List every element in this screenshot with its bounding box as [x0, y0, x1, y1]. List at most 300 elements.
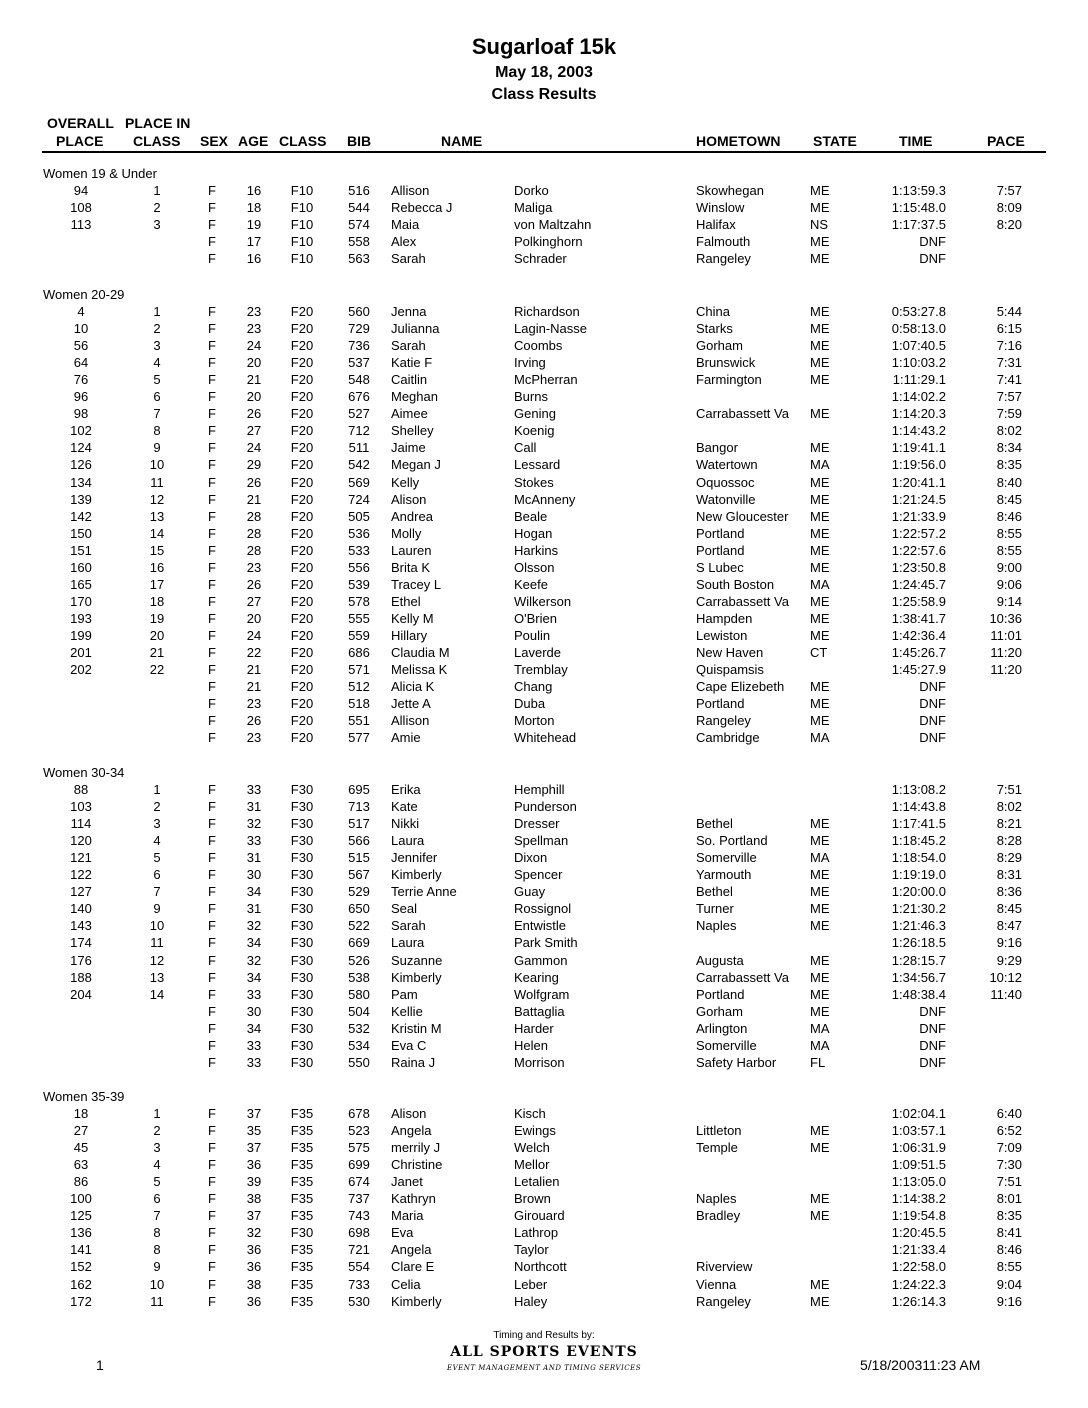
cell-overall-place: 102 — [70, 423, 92, 439]
cell-hometown: Rangeley — [696, 713, 751, 729]
cell-last-name: Coombs — [514, 338, 563, 354]
cell-bib: 560 — [348, 304, 370, 319]
cell-state: ME — [810, 440, 830, 456]
cell-overall-place: 126 — [70, 457, 92, 473]
cell-age: 20 — [246, 389, 262, 405]
cell-pace: 7:16 — [996, 338, 1022, 354]
cell-overall-place: 160 — [70, 559, 92, 575]
cell-age: 27 — [246, 423, 262, 439]
cell-hometown: Bethel — [696, 816, 733, 832]
cell-last-name: McAnneny — [514, 491, 576, 507]
cell-time: 1:48:38.4 — [891, 986, 946, 1002]
cell-class: F20 — [290, 457, 314, 473]
cell-time: 1:10:03.2 — [891, 355, 946, 371]
table-row — [0, 1004, 1088, 1021]
cell-overall-place: 204 — [70, 986, 92, 1002]
col-header-place-in: PLACE IN — [125, 115, 191, 131]
cell-bib: 511 — [348, 440, 370, 456]
cell-hometown: Rangeley — [696, 251, 751, 267]
cell-age: 23 — [246, 730, 262, 746]
cell-pace: 11:40 — [990, 986, 1022, 1002]
cell-bib: 550 — [348, 1054, 370, 1070]
cell-age: 34 — [246, 935, 262, 951]
cell-overall-place: 193 — [70, 610, 92, 626]
cell-hometown: New Haven — [696, 645, 764, 660]
cell-state: ME — [810, 508, 830, 524]
cell-pace: 7:41 — [996, 372, 1022, 388]
cell-overall-place: 96 — [73, 389, 89, 405]
cell-sex: F — [208, 1003, 216, 1019]
cell-class: F30 — [290, 952, 314, 968]
cell-class: F20 — [290, 662, 314, 678]
cell-sex: F — [208, 867, 216, 883]
cell-age: 37 — [246, 1208, 262, 1224]
cell-time: 1:34:56.7 — [891, 969, 946, 985]
cell-state: ME — [810, 251, 830, 267]
cell-last-name: Hogan — [514, 525, 553, 541]
cell-sex: F — [208, 627, 216, 643]
cell-first-name: Aimee — [391, 406, 428, 422]
cell-sex: F — [208, 799, 216, 815]
cell-pace: 8:29 — [996, 850, 1022, 866]
table-row — [0, 304, 1088, 321]
cell-pace: 6:15 — [996, 321, 1022, 337]
col-header-hometown: HOMETOWN — [696, 133, 781, 149]
cell-pace: 9:29 — [996, 952, 1022, 968]
cell-class: F20 — [290, 440, 314, 456]
cell-hometown: New Gloucester — [696, 508, 789, 524]
cell-class: F30 — [290, 1003, 314, 1019]
cell-time: 1:22:58.0 — [891, 1259, 946, 1275]
cell-time: 1:21:33.4 — [891, 1242, 946, 1258]
cell-state: ME — [810, 679, 830, 695]
cell-class-place: 18 — [149, 593, 165, 609]
table-row — [0, 662, 1088, 679]
cell-class-place: 3 — [153, 217, 161, 233]
cell-pace: 7:51 — [996, 1174, 1022, 1190]
cell-last-name: Morton — [514, 713, 555, 729]
cell-age: 31 — [246, 901, 262, 917]
cell-bib: 712 — [348, 423, 370, 439]
table-row — [0, 867, 1088, 884]
cell-class-place: 1 — [153, 183, 161, 198]
cell-sex: F — [208, 1259, 216, 1275]
cell-state: ME — [810, 525, 830, 541]
cell-first-name: Seal — [391, 901, 418, 917]
cell-time: 0:53:27.8 — [891, 304, 946, 319]
cell-time: 1:20:45.5 — [891, 1225, 946, 1241]
cell-first-name: Allison — [391, 713, 430, 729]
cell-bib: 733 — [348, 1276, 370, 1292]
cell-age: 23 — [246, 321, 262, 337]
cell-sex: F — [208, 217, 216, 233]
cell-first-name: Pam — [391, 986, 418, 1002]
cell-pace: 8:55 — [996, 542, 1022, 558]
cell-sex: F — [208, 816, 216, 832]
cell-time: DNF — [919, 713, 946, 729]
cell-overall-place: 150 — [70, 525, 92, 541]
table-row — [0, 970, 1088, 987]
cell-pace: 8:21 — [996, 816, 1022, 832]
cell-bib: 515 — [348, 850, 370, 866]
cell-last-name: Wilkerson — [514, 593, 572, 609]
cell-bib: 537 — [348, 355, 370, 371]
table-row — [0, 1294, 1088, 1311]
cell-time: 1:21:33.9 — [891, 508, 946, 524]
cell-age: 21 — [246, 491, 262, 507]
cell-class: F35 — [290, 1191, 314, 1207]
cell-bib: 536 — [348, 525, 370, 541]
cell-last-name: Gammon — [514, 952, 568, 968]
cell-hometown: Somerville — [696, 850, 757, 866]
cell-sex: F — [208, 559, 216, 575]
cell-state: ME — [810, 952, 830, 968]
cell-first-name: Melissa K — [391, 662, 448, 678]
cell-class: F30 — [290, 816, 314, 832]
cell-time: 1:45:26.7 — [891, 645, 946, 660]
cell-class: F10 — [290, 183, 314, 198]
cell-hometown: Yarmouth — [696, 867, 752, 883]
cell-last-name: Whitehead — [514, 730, 577, 746]
cell-first-name: Erika — [391, 782, 421, 797]
cell-hometown: Vienna — [696, 1276, 737, 1292]
cell-last-name: Schrader — [514, 251, 567, 267]
cell-time: 1:11:29.1 — [892, 372, 946, 388]
cell-hometown: Oquossoc — [696, 474, 755, 490]
cell-overall-place: 113 — [70, 217, 92, 233]
table-row — [0, 543, 1088, 560]
cell-hometown: Quispamsis — [696, 662, 764, 678]
cell-class-place: 1 — [153, 782, 161, 797]
cell-age: 33 — [246, 1054, 262, 1070]
cell-class: F35 — [290, 1123, 314, 1139]
cell-age: 16 — [246, 251, 262, 267]
cell-pace: 8:55 — [996, 1259, 1022, 1275]
cell-hometown: Lewiston — [696, 627, 748, 643]
cell-pace: 8:55 — [996, 525, 1022, 541]
cell-age: 30 — [246, 867, 262, 883]
cell-bib: 516 — [348, 183, 370, 198]
cell-overall-place: 143 — [70, 918, 92, 934]
cell-time: 1:13:08.2 — [891, 782, 946, 797]
cell-class: F30 — [290, 867, 314, 883]
cell-last-name: Gening — [514, 406, 556, 422]
cell-sex: F — [208, 508, 216, 524]
cell-pace: 11:20 — [990, 645, 1022, 660]
cell-bib: 729 — [348, 321, 370, 337]
cell-overall-place: 56 — [73, 338, 89, 354]
cell-bib: 569 — [348, 474, 370, 490]
cell-last-name: Harkins — [514, 542, 559, 558]
cell-state: MA — [810, 1020, 830, 1036]
cell-first-name: Laura — [391, 833, 425, 849]
cell-time: 1:24:22.3 — [891, 1276, 946, 1292]
cell-age: 36 — [246, 1293, 262, 1309]
timing-label: Timing and Results by: — [493, 1330, 595, 1341]
cell-first-name: Eva — [391, 1225, 414, 1241]
cell-bib: 743 — [348, 1208, 370, 1224]
table-row — [0, 628, 1088, 645]
cell-state: ME — [810, 696, 830, 712]
cell-hometown: Arlington — [696, 1020, 748, 1036]
cell-last-name: Taylor — [514, 1242, 549, 1258]
cell-class: F20 — [290, 304, 314, 319]
cell-sex: F — [208, 593, 216, 609]
cell-sex: F — [208, 251, 216, 267]
cell-last-name: Letalien — [514, 1174, 560, 1190]
cell-overall-place: 76 — [73, 372, 89, 388]
cell-overall-place: 103 — [70, 799, 92, 815]
cell-time: DNF — [919, 234, 946, 250]
cell-age: 38 — [246, 1191, 262, 1207]
cell-sex: F — [208, 304, 216, 319]
cell-hometown: Cape Elizebeth — [696, 679, 785, 695]
cell-class: F35 — [290, 1174, 314, 1190]
cell-last-name: Guay — [514, 884, 546, 900]
cell-first-name: Meghan — [391, 389, 438, 405]
cell-sex: F — [208, 952, 216, 968]
cell-pace: 7:51 — [996, 782, 1022, 797]
cell-pace: 9:16 — [996, 935, 1022, 951]
cell-age: 38 — [246, 1276, 262, 1292]
cell-bib: 566 — [348, 833, 370, 849]
cell-sex: F — [208, 1225, 216, 1241]
cell-age: 28 — [246, 525, 262, 541]
cell-state: ME — [810, 884, 830, 900]
cell-state: ME — [810, 200, 830, 216]
table-row — [0, 918, 1088, 935]
cell-state: ME — [810, 901, 830, 917]
cell-class-place: 10 — [149, 918, 165, 934]
cell-first-name: Amie — [391, 730, 421, 746]
cell-first-name: Maia — [391, 217, 420, 233]
cell-time: 1:14:02.2 — [891, 389, 946, 405]
cell-time: 1:21:24.5 — [891, 491, 946, 507]
cell-pace: 8:35 — [996, 1208, 1022, 1224]
cell-sex: F — [208, 1191, 216, 1207]
cell-hometown: Starks — [696, 321, 733, 337]
cell-time: 1:14:43.8 — [891, 799, 946, 815]
cell-first-name: Allison — [391, 183, 430, 198]
cell-class: F20 — [290, 423, 314, 439]
cell-class-place: 1 — [153, 1106, 161, 1121]
col-header-class-place: CLASS — [133, 133, 181, 149]
cell-bib: 542 — [348, 457, 370, 473]
cell-age: 27 — [246, 593, 262, 609]
cell-bib: 532 — [348, 1020, 370, 1036]
cell-last-name: Girouard — [514, 1208, 565, 1224]
cell-hometown: Turner — [696, 901, 734, 917]
cell-state: ME — [810, 1123, 830, 1139]
table-row — [0, 645, 1088, 662]
cell-state: ME — [810, 816, 830, 832]
cell-last-name: Chang — [514, 679, 553, 695]
cell-sex: F — [208, 525, 216, 541]
cell-overall-place: 201 — [70, 645, 92, 660]
cell-age: 29 — [246, 457, 262, 473]
cell-bib: 517 — [348, 816, 370, 832]
table-row — [0, 406, 1088, 423]
cell-last-name: McPherran — [514, 372, 578, 388]
cell-last-name: Beale — [514, 508, 548, 524]
table-row — [0, 389, 1088, 406]
table-row — [0, 338, 1088, 355]
cell-sex: F — [208, 1140, 216, 1156]
cell-class-place: 2 — [153, 799, 161, 815]
cell-bib: 539 — [348, 576, 370, 592]
cell-overall-place: 174 — [70, 935, 92, 951]
cell-class-place: 3 — [153, 338, 161, 354]
cell-overall-place: 152 — [70, 1259, 92, 1275]
cell-first-name: Kellie — [391, 1003, 423, 1019]
cell-first-name: Kathryn — [391, 1191, 436, 1207]
cell-hometown: Naples — [696, 1191, 737, 1207]
cell-time: 1:13:59.3 — [891, 183, 946, 198]
cell-hometown: Naples — [696, 918, 737, 934]
cell-pace: 6:52 — [996, 1123, 1022, 1139]
cell-class: F35 — [290, 1259, 314, 1275]
cell-last-name: Mellor — [514, 1157, 550, 1173]
cell-class-place: 9 — [153, 901, 161, 917]
cell-class: F10 — [290, 251, 314, 267]
cell-class-place: 2 — [153, 200, 161, 216]
cell-time: 1:45:27.9 — [891, 662, 946, 678]
cell-class: F30 — [290, 850, 314, 866]
cell-state: MA — [810, 457, 830, 473]
cell-class-place: 14 — [149, 986, 165, 1002]
cell-age: 21 — [246, 372, 262, 388]
cell-age: 32 — [246, 1225, 262, 1241]
cell-time: 1:19:54.8 — [891, 1208, 946, 1224]
cell-first-name: Alicia K — [391, 679, 435, 695]
cell-last-name: O'Brien — [514, 610, 557, 626]
cell-bib: 518 — [348, 696, 370, 712]
cell-age: 16 — [246, 183, 262, 198]
cell-last-name: Maliga — [514, 200, 553, 216]
cell-bib: 578 — [348, 593, 370, 609]
cell-time: 1:18:45.2 — [891, 833, 946, 849]
table-row — [0, 713, 1088, 730]
cell-class-place: 22 — [149, 662, 165, 678]
table-row — [0, 1106, 1088, 1123]
cell-hometown: Watertown — [696, 457, 758, 473]
cell-class-place: 1 — [153, 304, 161, 319]
cell-state: ME — [810, 321, 830, 337]
cell-class-place: 7 — [153, 406, 161, 422]
cell-sex: F — [208, 1054, 216, 1070]
cell-overall-place: 151 — [70, 542, 92, 558]
cell-age: 34 — [246, 1020, 262, 1036]
cell-hometown: Littleton — [696, 1123, 742, 1139]
table-row — [0, 509, 1088, 526]
table-row — [0, 1021, 1088, 1038]
cell-class: F20 — [290, 610, 314, 626]
cell-sex: F — [208, 372, 216, 388]
cell-class-place: 17 — [149, 576, 165, 592]
cell-time: 1:42:36.4 — [891, 627, 946, 643]
cell-last-name: Haley — [514, 1293, 548, 1309]
cell-overall-place: 114 — [70, 816, 92, 832]
cell-first-name: Rebecca J — [391, 200, 453, 216]
cell-overall-place: 45 — [73, 1140, 89, 1156]
cell-sex: F — [208, 782, 216, 797]
cell-overall-place: 122 — [70, 867, 92, 883]
cell-class-place: 4 — [153, 833, 161, 849]
cell-sex: F — [208, 645, 216, 660]
cell-sex: F — [208, 542, 216, 558]
cell-first-name: merrily J — [391, 1140, 441, 1156]
cell-age: 30 — [246, 1003, 262, 1019]
cell-overall-place: 162 — [70, 1276, 92, 1292]
cell-age: 37 — [246, 1140, 262, 1156]
cell-time: 1:22:57.6 — [891, 542, 946, 558]
cell-bib: 505 — [348, 508, 370, 524]
cell-overall-place: 199 — [70, 627, 92, 643]
cell-state: ME — [810, 1140, 830, 1156]
cell-first-name: Caitlin — [391, 372, 428, 388]
cell-class: F30 — [290, 935, 314, 951]
cell-bib: 736 — [348, 338, 370, 354]
cell-bib: 563 — [348, 251, 370, 267]
cell-state: ME — [810, 474, 830, 490]
cell-class-place: 4 — [153, 355, 161, 371]
cell-state: NS — [810, 217, 829, 233]
cell-time: DNF — [919, 251, 946, 267]
cell-hometown: Farmington — [696, 372, 762, 388]
cell-state: MA — [810, 850, 830, 866]
cell-hometown: S Lubec — [696, 559, 744, 575]
cell-age: 20 — [246, 610, 262, 626]
cell-bib: 571 — [348, 662, 370, 678]
cell-class-place: 2 — [153, 1123, 161, 1139]
cell-bib: 533 — [348, 542, 370, 558]
cell-class-place: 5 — [153, 1174, 161, 1190]
cell-time: 1:03:57.1 — [891, 1123, 946, 1139]
cell-age: 33 — [246, 782, 262, 797]
cell-class-place: 19 — [149, 610, 165, 626]
table-row — [0, 577, 1088, 594]
cell-hometown: Falmouth — [696, 234, 751, 250]
cell-age: 21 — [246, 662, 262, 678]
cell-class: F35 — [290, 1106, 314, 1121]
cell-time: 1:21:46.3 — [891, 918, 946, 934]
table-row — [0, 1225, 1088, 1242]
table-row — [0, 1140, 1088, 1157]
cell-hometown: Portland — [696, 542, 745, 558]
cell-sex: F — [208, 986, 216, 1002]
cell-pace: 6:40 — [996, 1106, 1022, 1121]
cell-time: DNF — [919, 1003, 946, 1019]
cell-hometown: Temple — [696, 1140, 738, 1156]
cell-time: DNF — [919, 1037, 946, 1053]
cell-time: DNF — [919, 1054, 946, 1070]
cell-state: ME — [810, 867, 830, 883]
cell-last-name: Kearing — [514, 969, 559, 985]
cell-class-place: 5 — [153, 372, 161, 388]
cell-state: ME — [810, 542, 830, 558]
cell-first-name: Sarah — [391, 918, 426, 934]
cell-sex: F — [208, 918, 216, 934]
cell-age: 33 — [246, 1037, 262, 1053]
cell-first-name: Alison — [391, 491, 427, 507]
cell-state: MA — [810, 730, 830, 746]
col-header-pace: PACE — [987, 133, 1025, 149]
cell-pace: 8:20 — [996, 217, 1022, 233]
cell-first-name: Andrea — [391, 508, 433, 524]
cell-last-name: Spellman — [514, 833, 569, 849]
cell-class-place: 3 — [153, 816, 161, 832]
cell-hometown: Portland — [696, 525, 745, 541]
